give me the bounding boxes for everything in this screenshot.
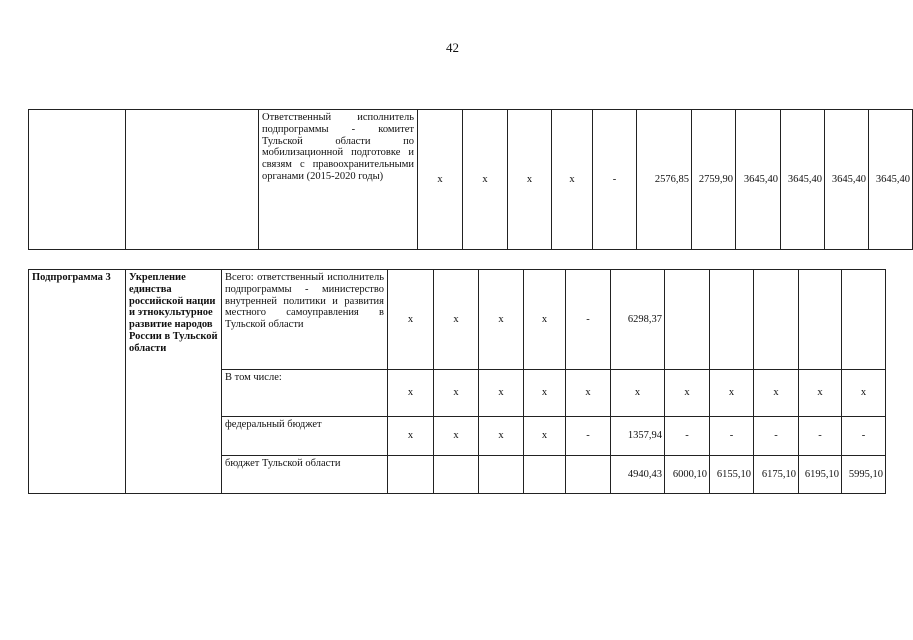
- table-responsible-executor: [28, 109, 913, 250]
- value-cell: [665, 270, 710, 370]
- value-cell: 2576,85: [637, 110, 692, 250]
- code-cell: х: [552, 110, 593, 250]
- table-row: [29, 270, 886, 370]
- value-cell: 6195,10: [799, 456, 842, 494]
- code-cell: [566, 456, 611, 494]
- value-cell: 6155,10: [710, 456, 754, 494]
- code-cell: х: [479, 370, 524, 417]
- subprogram-name: Укрепление единства российской нации и этнокультурное развитие народов России в Тульской области: [126, 270, 222, 494]
- subprogram-label: Подпрограмма 3: [29, 270, 126, 494]
- code-cell: х: [566, 370, 611, 417]
- value-cell: х: [611, 370, 665, 417]
- value-cell: [799, 270, 842, 370]
- code-cell: -: [566, 270, 611, 370]
- value-cell: 4940,43: [611, 456, 665, 494]
- code-cell: х: [388, 370, 434, 417]
- value-cell: [754, 270, 799, 370]
- code-cell: х: [434, 417, 479, 456]
- code-cell: х: [388, 270, 434, 370]
- value-cell: 6000,10: [665, 456, 710, 494]
- code-cell: [479, 456, 524, 494]
- value-cell: 1357,94: [611, 417, 665, 456]
- code-cell: х: [434, 270, 479, 370]
- value-cell: х: [799, 370, 842, 417]
- table-cell: [126, 110, 259, 250]
- value-cell: -: [754, 417, 799, 456]
- code-cell: х: [524, 370, 566, 417]
- value-cell: х: [754, 370, 799, 417]
- code-cell: -: [566, 417, 611, 456]
- value-cell: х: [665, 370, 710, 417]
- row-description: федеральный бюджет: [222, 417, 388, 456]
- value-cell: -: [710, 417, 754, 456]
- table-cell: [29, 110, 126, 250]
- table-row: [29, 110, 913, 250]
- code-cell: х: [508, 110, 552, 250]
- table-subprogram-3: [28, 269, 886, 494]
- row-description: В том числе:: [222, 370, 388, 417]
- value-cell: -: [842, 417, 886, 456]
- value-cell: 6175,10: [754, 456, 799, 494]
- value-cell: 3645,40: [736, 110, 781, 250]
- value-cell: [710, 270, 754, 370]
- value-cell: х: [842, 370, 886, 417]
- value-cell: 3645,40: [869, 110, 913, 250]
- code-cell: х: [434, 370, 479, 417]
- value-cell: 5995,10: [842, 456, 886, 494]
- value-cell: 2759,90: [692, 110, 736, 250]
- page-number: 42: [446, 40, 459, 55]
- code-cell: [388, 456, 434, 494]
- code-cell: -: [593, 110, 637, 250]
- code-cell: х: [418, 110, 463, 250]
- value-cell: 6298,37: [611, 270, 665, 370]
- code-cell: х: [524, 270, 566, 370]
- row-description: Всего: ответственный исполнитель подпрограммы - министерство внутренней политики и развития местного самоуправления в Тульской области: [222, 270, 388, 370]
- executor-description: Ответственный исполнитель подпрограммы - комитет Тульской области по мобилизационной подготовке и связям с правоохранительными органами (2015-2020 годы): [259, 110, 418, 250]
- code-cell: [524, 456, 566, 494]
- value-cell: 3645,40: [825, 110, 869, 250]
- value-cell: [842, 270, 886, 370]
- code-cell: [434, 456, 479, 494]
- code-cell: х: [524, 417, 566, 456]
- value-cell: 3645,40: [781, 110, 825, 250]
- value-cell: -: [799, 417, 842, 456]
- row-description: бюджет Тульской области: [222, 456, 388, 494]
- code-cell: х: [388, 417, 434, 456]
- code-cell: х: [463, 110, 508, 250]
- value-cell: х: [710, 370, 754, 417]
- code-cell: х: [479, 417, 524, 456]
- code-cell: х: [479, 270, 524, 370]
- value-cell: -: [665, 417, 710, 456]
